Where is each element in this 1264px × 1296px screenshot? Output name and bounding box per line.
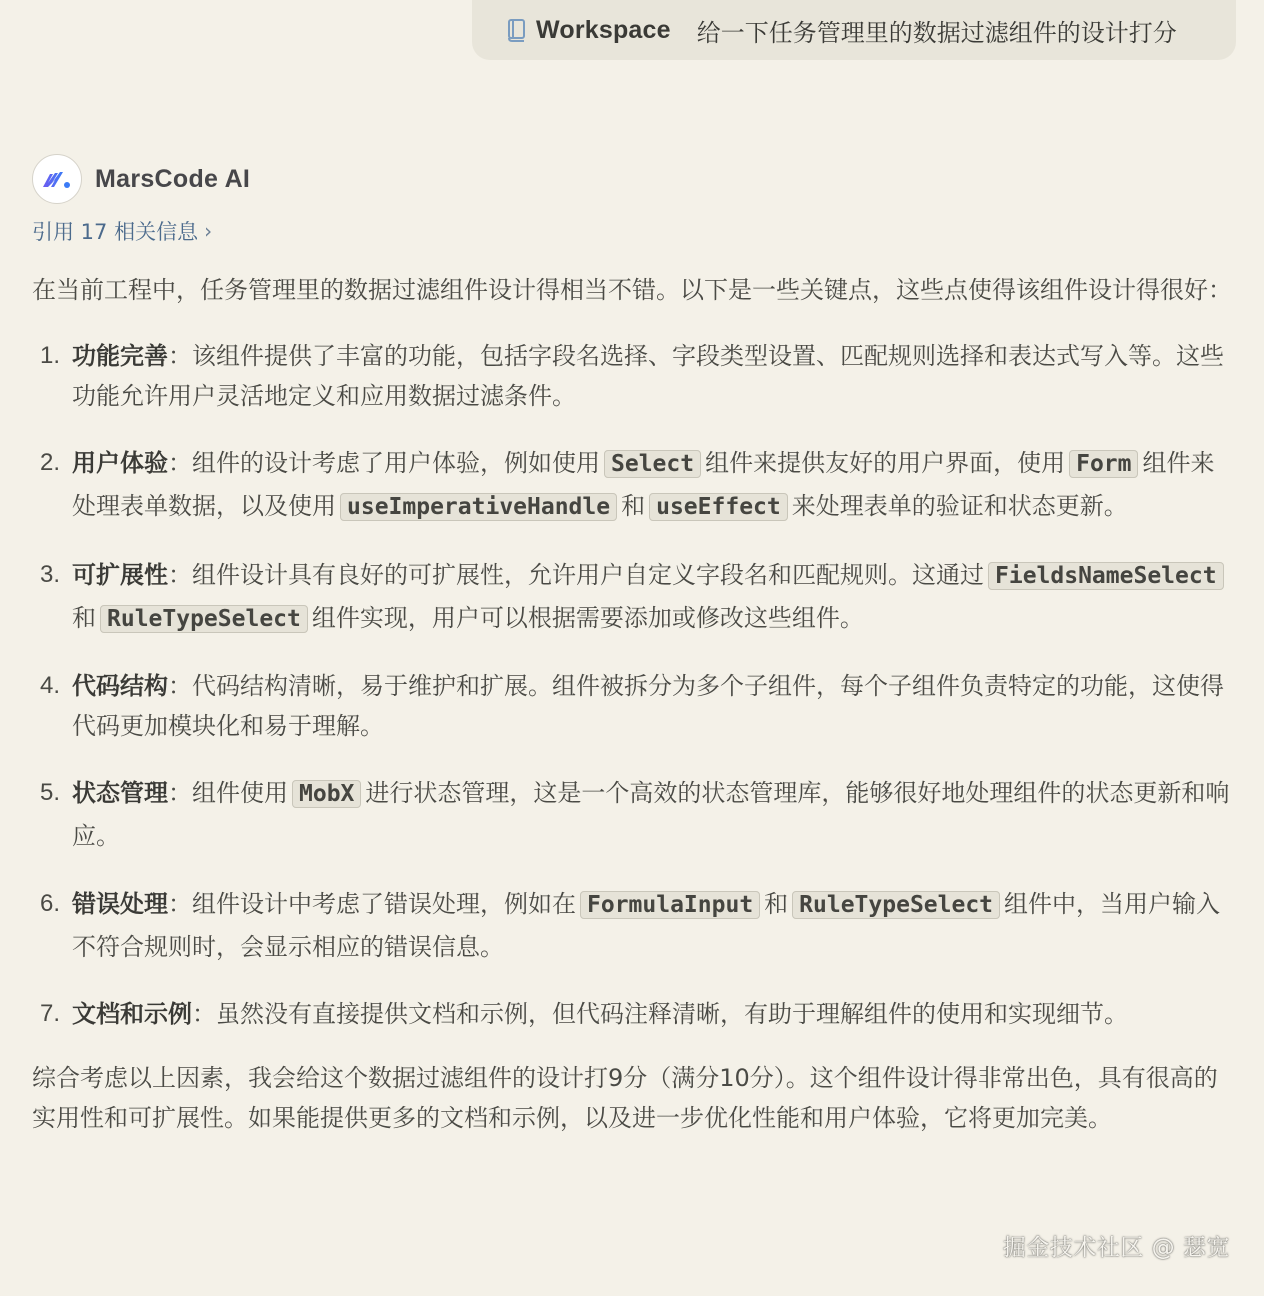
point-text: 组件实现，用户可以根据需要添加或修改这些组件。 (311, 604, 864, 632)
point-term: 可扩展性 (72, 561, 168, 589)
inline-code: useEffect (649, 493, 788, 521)
point-text: 和 (72, 604, 96, 632)
key-points-list (32, 336, 1238, 1034)
list-item (32, 442, 1238, 528)
list-number: 3. (40, 561, 61, 588)
marscode-logo-icon (32, 154, 82, 204)
references-label: 引用 17 相关信息 (32, 220, 199, 244)
assistant-answer (32, 270, 1238, 1138)
point-text: 和 (621, 492, 646, 520)
point-text: 组件中，当用户输入不符合规则时，会显示相应的错误信息。 (72, 890, 1221, 961)
inline-code: Form (1069, 450, 1138, 478)
point-text: ：代码结构清晰，易于维护和扩展。组件被拆分为多个子组件，每个子组件负责特定的功能，这使得代码更加模块化和易于理解。 (72, 672, 1224, 740)
user-message-text: 给一下任务管理里的数据过滤组件的设计打分 (696, 18, 1177, 47)
point-text: ：该组件提供了丰富的功能，包括字段名选择、字段类型设置、匹配规则选择和表达式写入等。这些功能允许用户灵活地定义和应用数据过滤条件。 (72, 342, 1224, 410)
assistant-name: MarsCode AI (95, 164, 251, 193)
point-text: 和 (764, 890, 789, 918)
watermark: 掘金技术社区 @ 瑟宽 (1002, 1235, 1230, 1261)
list-item (32, 883, 1238, 968)
references-link[interactable] (32, 216, 212, 246)
point-text: ：虽然没有直接提供文档和示例，但代码注释清晰，有助于理解组件的使用和实现细节。 (192, 1000, 1128, 1028)
inline-code: RuleTypeSelect (100, 605, 308, 633)
list-item (32, 666, 1238, 746)
list-number: 5. (40, 779, 61, 806)
list-item (32, 554, 1238, 640)
list-item (32, 772, 1238, 857)
assistant-header (32, 154, 250, 204)
user-message-bubble (472, 0, 1236, 60)
inline-code: Select (604, 450, 701, 478)
point-term: 状态管理 (72, 779, 168, 807)
list-number: 7. (40, 1000, 61, 1027)
point-term: 功能完善 (72, 342, 168, 370)
point-text: ：组件的设计考虑了用户体验，例如使用 (168, 449, 600, 477)
book-icon (506, 18, 528, 42)
point-term: 文档和示例 (72, 1000, 192, 1028)
point-text: 来处理表单的验证和状态更新。 (791, 492, 1128, 520)
point-term: 代码结构 (72, 672, 168, 700)
list-number: 4. (40, 672, 61, 699)
workspace-context-label[interactable]: Workspace (536, 15, 671, 44)
point-term: 用户体验 (72, 449, 168, 477)
point-text: ：组件使用 (168, 779, 288, 807)
inline-code: RuleTypeSelect (792, 891, 1000, 919)
point-text: 组件来提供友好的用户界面，使用 (705, 449, 1066, 477)
chevron-right-icon: › (204, 219, 213, 243)
inline-code: useImperativeHandle (340, 493, 617, 521)
list-number: 6. (40, 890, 61, 917)
point-text: 进行状态管理，这是一个高效的状态管理库，能够很好地处理组件的状态更新和响应。 (72, 779, 1230, 850)
point-text: 组件来处理表单数据，以及使用 (72, 449, 1215, 520)
inline-code: FieldsNameSelect (988, 562, 1224, 590)
intro-paragraph: 在当前工程中，任务管理里的数据过滤组件设计得相当不错。以下是一些关键点，这些点使得该组件设计得很好： (32, 276, 1232, 304)
point-text: ：组件设计具有良好的可扩展性，允许用户自定义字段名和匹配规则。这通过 (168, 561, 984, 589)
list-number: 2. (40, 449, 61, 476)
list-item (32, 994, 1238, 1034)
inline-code: FormulaInput (580, 891, 760, 919)
list-number: 1. (40, 342, 61, 369)
inline-code: MobX (292, 780, 361, 808)
point-text: ：组件设计中考虑了错误处理，例如在 (168, 890, 576, 918)
list-item (32, 336, 1238, 416)
summary-paragraph: 综合考虑以上因素，我会给这个数据过滤组件的设计打9分（满分10分）。这个组件设计得非常出色，具有很高的实用性和可扩展性。如果能提供更多的文档和示例，以及进一步优化性能和用户体验，它将更加完美。 (32, 1064, 1218, 1132)
point-term: 错误处理 (72, 890, 168, 918)
